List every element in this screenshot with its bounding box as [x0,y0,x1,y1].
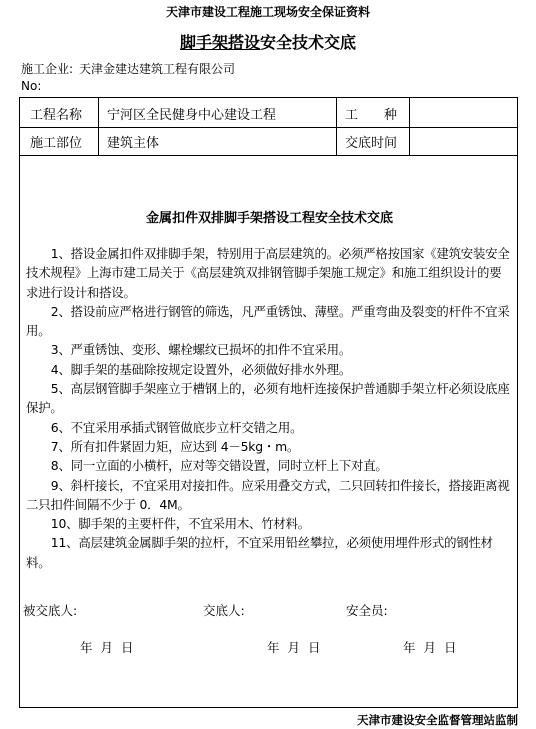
row-divider [20,155,517,156]
company-line [21,60,235,77]
content-paragraph: 1、搭设金属扣件双排脚手架，特别用于高层建筑的。必须严格按国家《建筑安装安全技术规程》上海市建工局关于《高层建筑双排钢管脚手架施工规定》和施工组织设计的要求进行设计和搭设。 [26,246,510,300]
location-value: 建筑主体 [107,136,160,151]
content-paragraph: 4、脚手架的基础除按规定设置外，必须做好排水外理。 [50,361,352,377]
document-title [0,30,536,53]
document-title-underlined: 脚手架搭设 [179,33,260,52]
location-label: 施工部位 [30,136,83,151]
project-name-label: 工程名称 [30,108,83,123]
disclosure-time-label: 交底时间 [345,136,398,151]
document-top-title: 天津市建设工程施工现场安全保证资料 [165,5,370,19]
company-label: 施工企业: [21,62,74,76]
content-body [26,244,512,572]
project-name-value: 宁河区全民健身中心建设工程 [107,108,277,123]
discloser-signature-label: 被交底人: [23,603,78,618]
content-paragraph: 2、搭设前应严格进行钢管的筛选，凡严重锈蚀、薄壁。严重弯曲及裂变的杆件不宜采用。 [26,303,510,339]
supervising-authority-footer: 天津市建设安全监督管理站监制 [357,713,518,727]
disclosure-form [19,97,518,708]
column-divider [409,98,410,155]
safety-officer-signature-label: 安全员: [346,603,388,618]
trade-label: 工 种 [345,108,398,123]
content-paragraph: 5、高层钢管脚手架座立于槽钢上的，必须有地杆连接保护普通脚手架立杆必须设底座保护。 [26,381,510,416]
safety-officer-date: 年 月 日 [403,640,457,655]
content-paragraph: 6、不宜采用承插式钢管做底步立杆交错之用。 [50,419,303,435]
content-paragraph: 8、同一立面的小横杆，应对等交错设置，同时立杆上下对直。 [50,458,388,474]
content-paragraph: 9、斜杆接长，不宜采用对接扣件。应采用叠交方式，二只回转扣件接长，搭接距离视二只扣件间隔不少于 0．4M。 [26,477,510,512]
content-paragraph: 11、高层建筑金属脚手架的拉杆，不宜采用铅丝攀拉，必须使用埋件形式的钢性材料。 [26,535,493,570]
column-divider [98,98,99,155]
document-title-rest: 安全技术交底 [260,33,357,52]
column-divider [336,98,337,155]
content-paragraph: 7、所有扣件紧固力矩，应达到 4－5kg・m。 [50,438,300,454]
number-label: No: [21,79,42,93]
company-value: 天津金建达建筑工程有限公司 [79,62,236,76]
content-subtitle: 金属扣件双排脚手架搭设工程安全技术交底 [145,211,393,226]
content-paragraph: 3、严重锈蚀、变形、螺栓螺纹已损坏的扣件不宜采用。 [50,342,352,358]
row-divider [20,127,517,128]
disclosing-person-date: 年 月 日 [267,640,321,655]
content-paragraph: 10、脚手架的主要杆件，不宜采用木、竹材料。 [50,516,310,532]
disclosing-person-signature-label: 交底人: [203,603,245,618]
discloser-date: 年 月 日 [80,640,134,655]
